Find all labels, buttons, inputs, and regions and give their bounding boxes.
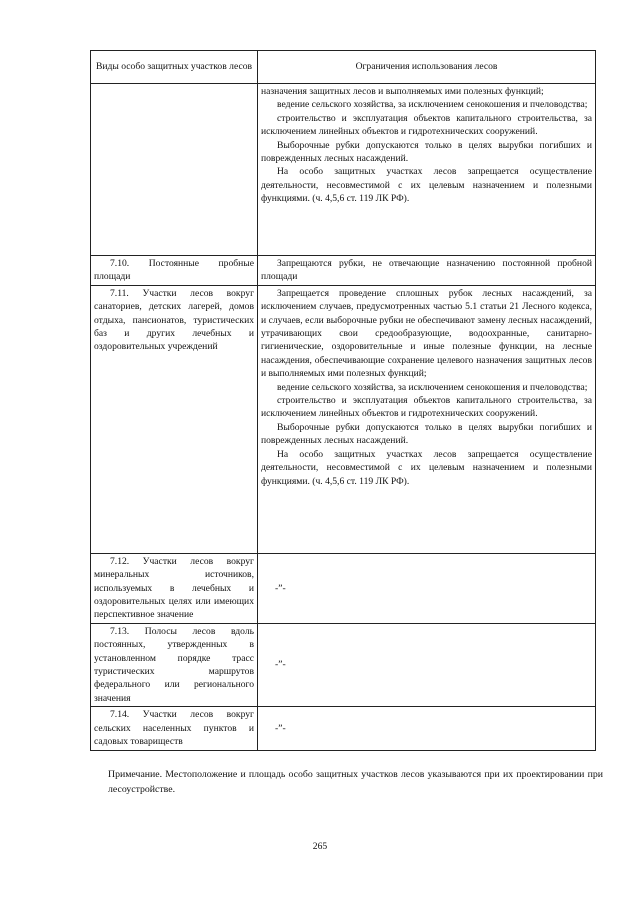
table-row [91, 707, 596, 750]
restriction-paragraph: ведение сельского хозяйства, за исключением сенокошения и пчеловодства; [277, 99, 588, 111]
row-ditto [258, 623, 596, 706]
restriction-paragraph: назначения защитных лесов и выполняемых ими полезных функций; [261, 86, 544, 97]
header-kinds: Виды особо защитных участков лесов [91, 51, 258, 84]
table-row [91, 285, 596, 553]
restriction-paragraph: Выборочные рубки допускаются только в целях вырубки погибших и поврежденных лесных насаждений. [261, 421, 592, 447]
restriction-paragraph: Выборочные рубки допускаются только в целях вырубки погибших и поврежденных лесных насаждений. [261, 139, 592, 165]
restriction-paragraph: Запрещается проведение сплошных рубок лесных насаждений, за исключением случаев, предусмотренных частью 5.1 статьи 21 Лесного кодекса, и случаев, если выборочные рубки не обеспечивают замену лесных насаждений, утрачивающих свои средообразующие, водоохранные, санитарно-гигиенические, оздоровительные и иные полезные функции, на лесные насаждения, обеспечивающие сохранение целевого назначения защитных лесов и выполняемых ими полезных функций; [261, 287, 592, 380]
table-header-row [91, 51, 596, 84]
ditto-mark: -”- [275, 659, 286, 671]
row-kind: 7.10. Постоянные пробные площади [91, 256, 258, 286]
row-kind [91, 84, 258, 256]
ditto-mark: -”- [275, 722, 286, 734]
row-ditto [258, 707, 596, 750]
row-restrictions [258, 84, 596, 256]
header-restrictions: Ограничения использования лесов [258, 51, 596, 84]
table-row [91, 623, 596, 706]
row-restrictions [258, 256, 596, 286]
row-kind: 7.12. Участки лесов вокруг минеральных источников, используемых в лечебных и оздоровительных целях или имеющих перспективное значение [91, 553, 258, 623]
table-row [91, 256, 596, 286]
table-row [91, 84, 596, 256]
restriction-paragraph: строительство и эксплуатация объектов капитального строительства, за исключением линейных объектов и гидротехнических сооружений. [261, 395, 592, 420]
page-number: 265 [312, 841, 328, 852]
restriction-paragraph: На особо защитных участках лесов запрещается осуществление деятельности, несовместимой с их целевым назначением и полезными функциями. (ч. 4,5,6 ст. 119 ЛК РФ). [261, 448, 592, 487]
ditto-mark: -”- [275, 582, 286, 594]
row-kind: 7.11. Участки лесов вокруг санаториев, детских лагерей, домов отдыха, пансионатов, туристических баз и других лечебных и оздоровительных учреждений [91, 285, 258, 553]
row-restrictions [258, 285, 596, 553]
restriction-paragraph: ведение сельского хозяйства, за исключением сенокошения и пчеловодства; [277, 381, 588, 393]
table-row [91, 553, 596, 623]
row-kind: 7.14. Участки лесов вокруг сельских населенных пунктов и садовых товариществ [91, 707, 258, 750]
row-kind: 7.13. Полосы лесов вдоль постоянных, утвержденных в установленном порядке трасс туристических маршрутов федерального или регионального значения [91, 623, 258, 706]
forest-restrictions-table [90, 50, 596, 751]
restriction-paragraph: строительство и эксплуатация объектов капитального строительства, за исключением линейных объектов и гидротехнических сооружений. [261, 112, 592, 138]
row-ditto [258, 553, 596, 623]
table-note: Примечание. Местоположение и площадь особо защитных участков лесов указываются при их проектировании при лесоустройстве. [108, 769, 603, 795]
restriction-paragraph: На особо защитных участках лесов запрещается осуществление деятельности, несовместимой с их целевым назначением и полезными функциями. (ч. 4,5,6 ст. 119 ЛК РФ). [261, 166, 592, 205]
restriction-paragraph: Запрещаются рубки, не отвечающие назначению постоянной пробной площади [261, 258, 592, 283]
